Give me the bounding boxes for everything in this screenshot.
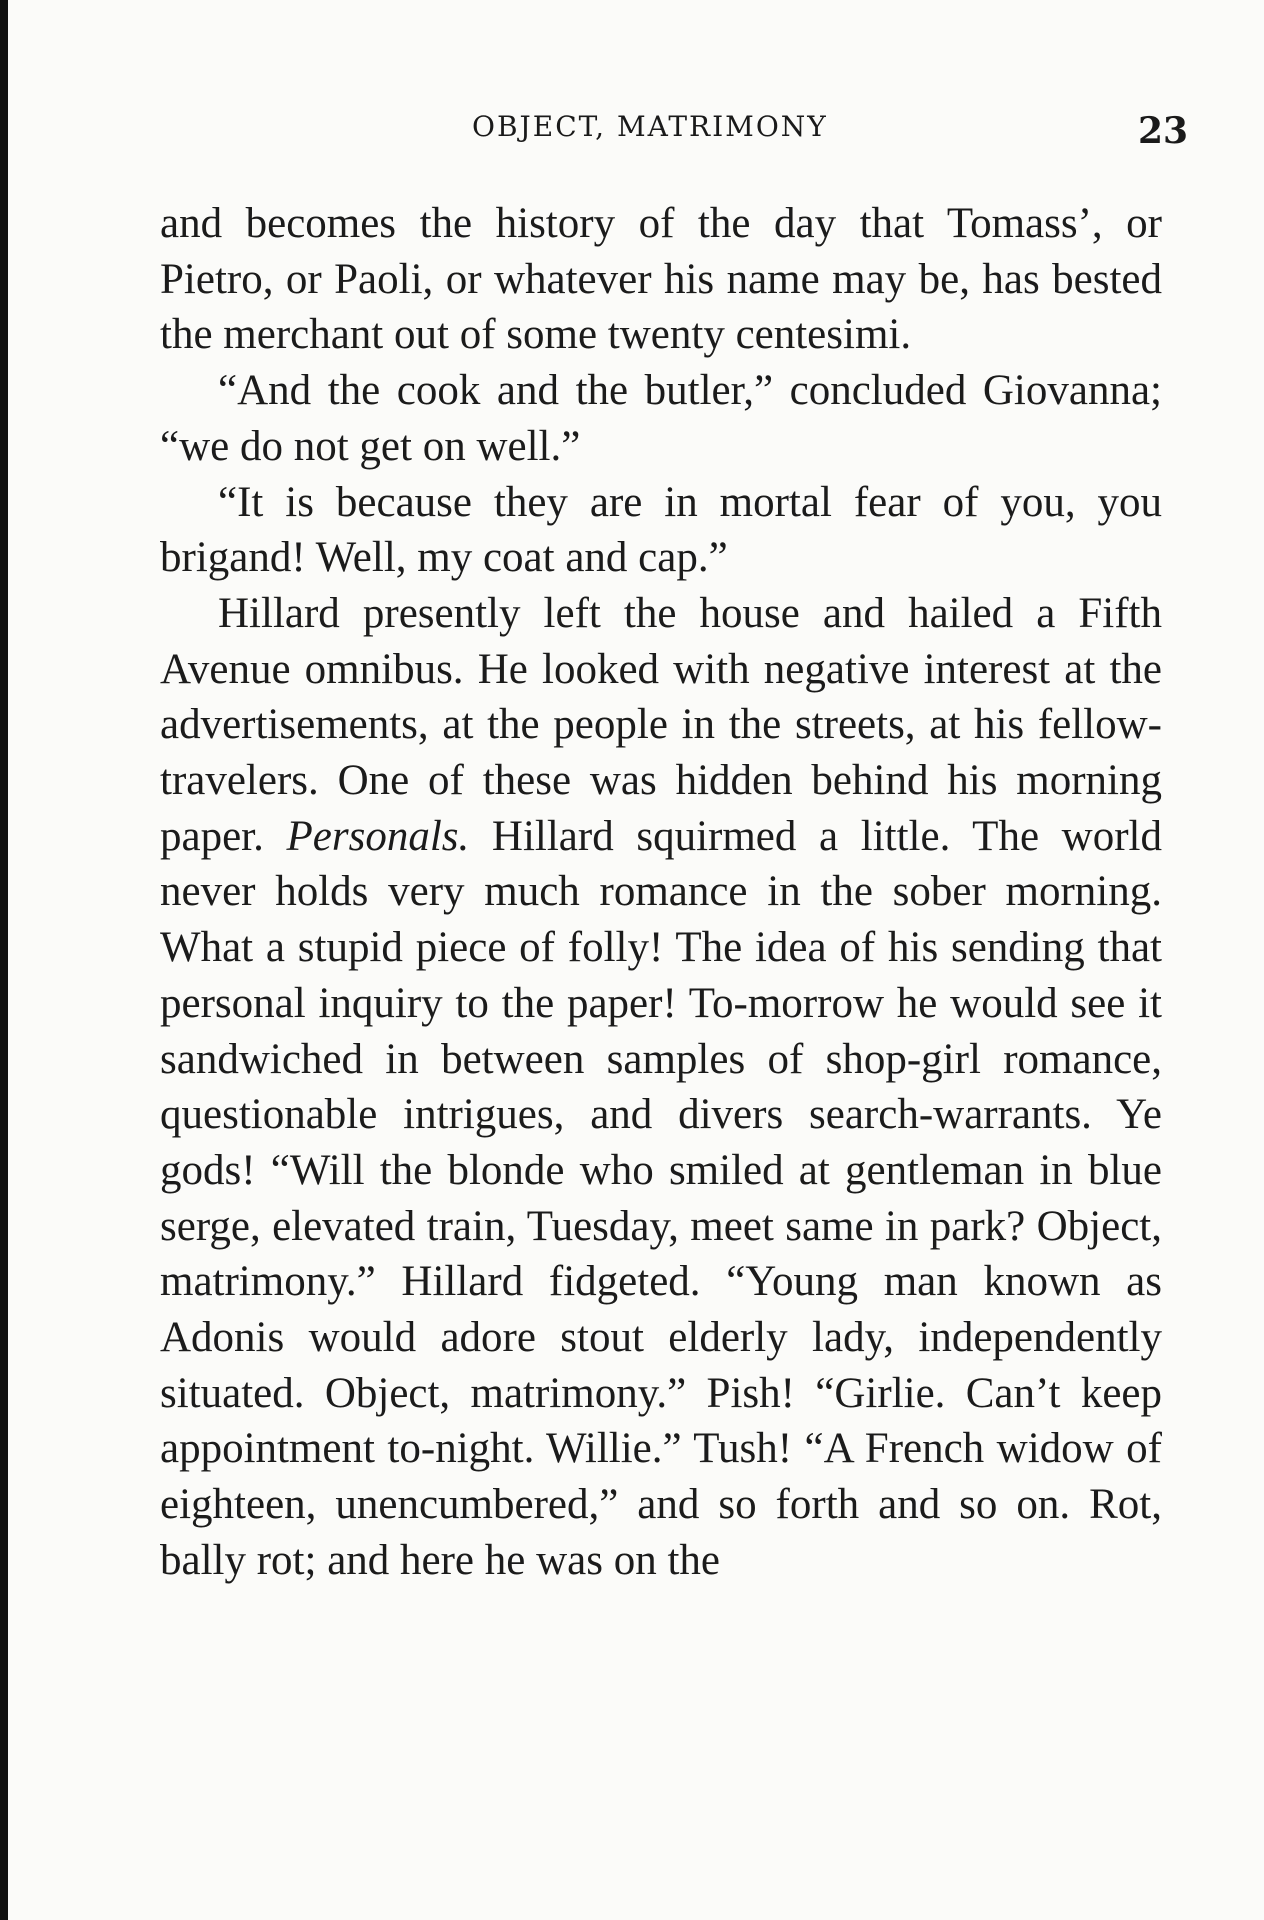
paragraph xyxy=(160,475,1162,586)
running-title: OBJECT, MATRIMONY xyxy=(472,110,828,143)
paragraph-text: “It is because they are in mortal fear of you, you brigand! Well, my coat and cap.” xyxy=(160,478,1162,582)
paragraph-text: and becomes the history of the day that Tomass’, or Pietro, or Paoli, or whatever his name may be, has bested the merchant out of some twenty centesimi. xyxy=(160,200,1162,359)
paragraph-text: “And the cook and the butler,” concluded Giovanna; “we do not get on well.” xyxy=(160,367,1162,470)
italic-text: Personals. xyxy=(286,812,470,860)
running-head xyxy=(0,104,1264,164)
paragraph xyxy=(160,363,1162,474)
paragraph xyxy=(160,586,1162,1589)
paragraph-text: Hillard squirmed a little. The world never holds very much romance in the sober morning. What a stupid piece of folly! The idea of his sending that personal inquiry to the paper! To-morrow he would see it sandwiched in between samples of shop-girl romance, questionable intrigues, and divers search-warrants. Ye gods! “Will the blonde who smiled at gentleman in blue serge, elevated train, Tuesday, meet same in park? Object, matrimony.” Hillard fidgeted. “Young man known as Adonis would adore stout elderly lady, independently situated. Object, matrimony.” Pish! “Girlie. Can’t keep appointment to-night. Willie.” Tush! “A French widow of eighteen, unencumbered,” and so forth and so on. Rot, bally rot; and here he was on the xyxy=(160,812,1162,1584)
page-number: 23 xyxy=(1138,110,1189,152)
paragraph-text: Hillard presently left the house and hailed a Fifth Avenue omnibus. He looked with negative interest at the advertisements, at the people in the streets, at his fellow-travelers. One of these was hidden behind his morning paper. xyxy=(160,589,1162,860)
body-text xyxy=(160,196,1162,1589)
page-edge-shadow xyxy=(0,0,8,1920)
paragraph-continued xyxy=(160,196,1162,363)
